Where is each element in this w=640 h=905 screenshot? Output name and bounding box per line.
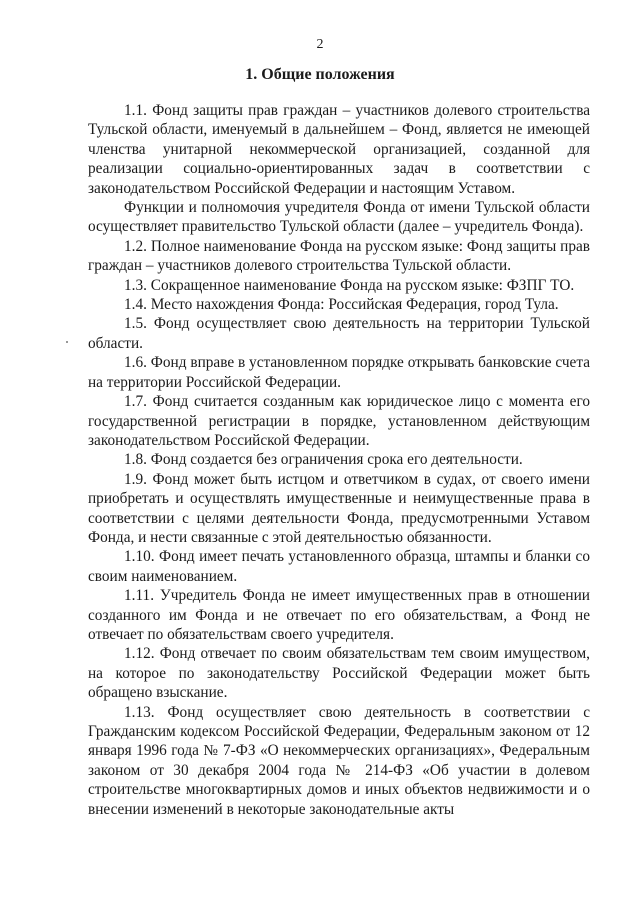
- paragraph-1-5: 1.5. Фонд осуществляет свою деятельность на территории Тульской области.: [88, 315, 590, 352]
- paragraph-1-2: 1.2. Полное наименование Фонда на русском языке: Фонд защиты прав граждан – участников долевого строительства Тульской области.: [88, 237, 590, 275]
- scan-speck: [66, 341, 68, 343]
- paragraph-1-8: 1.8. Фонд создается без ограничения срока его деятельности.: [124, 451, 523, 469]
- paragraph-1-13: 1.13. Фонд осуществляет свою деятельность в соответствии с Гражданским кодексом Российской Федерации, Федеральным законом от 12 января 1996 года № 7-ФЗ «О некоммерческих организациях», Федеральным законом от 30 декабря 2004 года № 214-ФЗ «Об участии в долевом строительстве многоквартирных домов и иных объектов недвижимости и о внесении изменений в некоторые законодательные акты: [88, 703, 590, 818]
- paragraph-1-9: 1.9. Фонд может быть истцом и ответчиком в судах, от своего имени приобретать и осуществлять имущественные и неимущественные права в соответствии с целями деятельности Фонда, предусмотренными Уставом Фонда, и нести связанные с этой деятельностью обязанности.: [88, 470, 590, 546]
- paragraph-1-11: 1.11. Учредитель Фонда не имеет имущественных прав в отношении созданного им Фонда и не отвечает по его обязательствам, а Фонд не отвечает по обязательствам своего учредителя.: [88, 587, 590, 643]
- paragraph-1-6: 1.6. Фонд вправе в установленном порядке открывать банковские счета на территории Российской Федерации.: [88, 354, 590, 391]
- paragraph-1-4: 1.4. Место нахождения Фонда: Российская Федерация, город Тула.: [124, 296, 559, 314]
- section-title: 1. Общие положения: [245, 66, 395, 83]
- paragraph-founder-functions: Функции и полномочия учредителя Фонда от имени Тульской области осуществляет правительство Тульской области (далее – учредитель Фонда).: [88, 199, 590, 236]
- paragraph-1-3: 1.3. Сокращенное наименование Фонда на русском языке: ФЗПГ ТО.: [124, 276, 575, 294]
- paragraph-1-12: 1.12. Фонд отвечает по своим обязательствам тем своим имуществом, на которое по законодательству Российской Федерации может быть обращено взыскание.: [88, 645, 590, 702]
- paragraph-1-10: 1.10. Фонд имеет печать установленного образца, штампы и бланки со своим наименованием.: [88, 548, 590, 585]
- page-number: 2: [316, 37, 324, 52]
- paragraph-1-1: 1.1. Фонд защиты прав граждан – участников долевого строительства Тульской области, именуемый в дальнейшем – Фонд, является не имеющей членства унитарной некоммерческой организацией, созданной для реализации социально-ориентированных задач в соответствии с законодательством Российской Федерации и настоящим Уставом.: [88, 102, 590, 197]
- document-body: [88, 101, 590, 819]
- paragraph-1-7: 1.7. Фонд считается созданным как юридическое лицо с момента его государственной регистрации в порядке, установленном действующим законодательством Российской Федерации.: [88, 393, 590, 449]
